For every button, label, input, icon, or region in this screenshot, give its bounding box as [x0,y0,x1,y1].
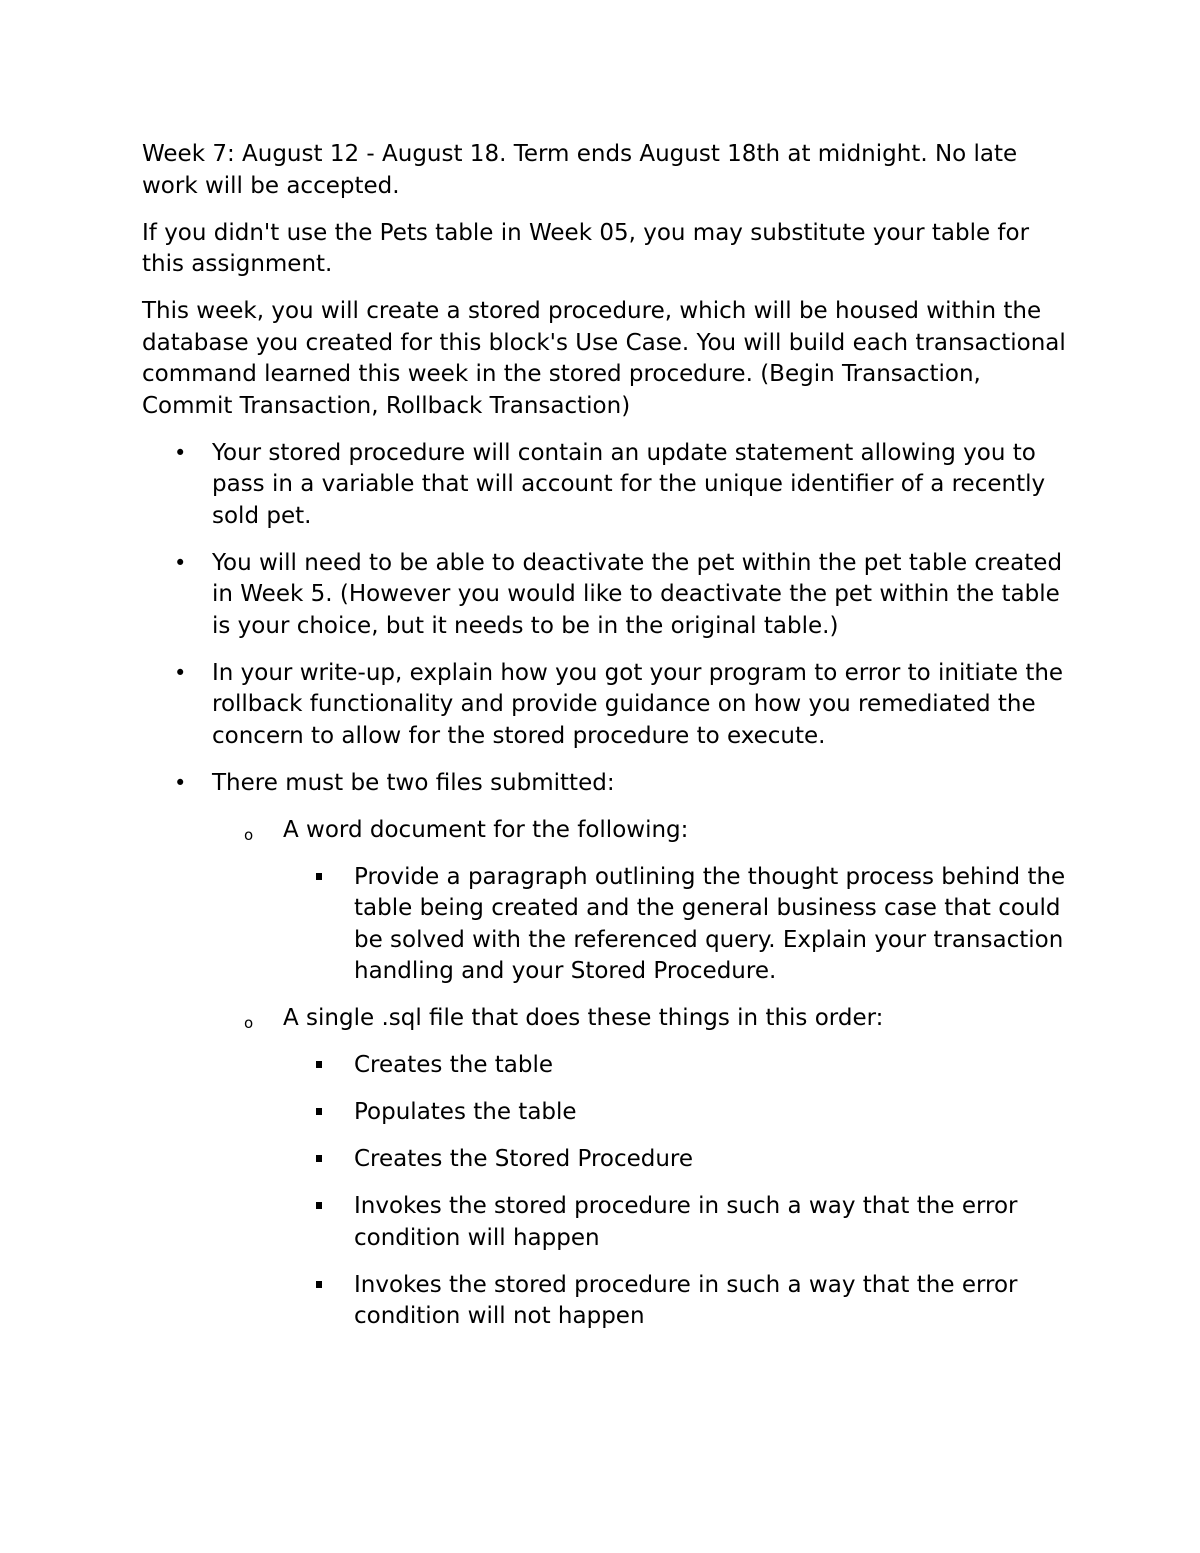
list-item-text: You will need to be able to deactivate the pet within the pet table created in Week 5. (However you would like to deactivate the pet within the table is your choice, but it needs to be in the original table.) [212,549,1063,639]
circle-bullet-icon: o [244,825,254,844]
list-item [142,768,1072,1333]
list-item-text: Your stored procedure will contain an update statement allowing you to pass in a variable that will account for the unique identifier of a recently sold pet. [212,439,1046,529]
list-item [283,1191,1072,1254]
square-bullet-icon [316,1281,322,1288]
square-bullet-icon [316,873,322,880]
list-item [142,548,1072,643]
list-item [283,1144,1072,1176]
list-item-text: Creates the Stored Procedure [354,1146,694,1172]
bullet-icon: • [174,660,187,685]
bullet-icon: • [174,550,187,575]
circle-bullet-icon: o [244,1014,254,1032]
list-item-text: Invokes the stored procedure in such a way that the error condition will happen [354,1193,1018,1251]
list-item-text: A word document for the following: [283,816,689,843]
bullet-icon: • [174,440,187,465]
bullet-icon: • [174,770,187,795]
substitution-paragraph: If you didn't use the Pets table in Week 05, you may substitute your table for this assignment. [142,219,1030,277]
list-item [283,1097,1072,1129]
list-item-text: In your write-up, explain how you got your program to error to initiate the rollback functionality and provide guidance on how you remediated the concern to allow for the stored procedure to execute. [212,659,1064,749]
list-item [142,658,1072,753]
list-item [283,1270,1072,1333]
list-item-text: Populates the table [354,1099,577,1125]
list-item [283,1050,1072,1082]
term-dates-paragraph: Week 7: August 12 - August 18. Term ends August 18th at midnight. No late work will be accepted. [142,141,1018,199]
assignment-intro-paragraph: This week, you will create a stored procedure, which will be housed within the database you created for this block's Use Case. You will build each transactional command learned this week in the stored procedure. (Begin Transaction, Commit Transaction, Rollback Transaction) [142,298,1066,419]
square-bullet-icon [316,1108,322,1115]
list-item-text: Invokes the stored procedure in such a way that the error condition will not happen [354,1271,1018,1329]
requirements-list [142,438,1072,1333]
list-item [142,438,1072,533]
word-document-list [283,862,1072,988]
square-bullet-icon [316,1202,322,1209]
list-item-text: There must be two files submitted: [212,769,615,796]
list-item-text: Creates the table [354,1052,554,1078]
square-bullet-icon [316,1155,322,1162]
list-item-sql-file [212,1003,1072,1333]
files-list [212,815,1072,1333]
square-bullet-icon [316,1061,322,1068]
list-item [283,862,1072,988]
sql-file-list [283,1050,1072,1333]
list-item-text: A single .sql file that does these things in this order: [283,1005,884,1031]
document-body [142,139,1072,1348]
list-item-text: Provide a paragraph outlining the thought process behind the table being created and the general business case that could be solved with the referenced query. Explain your transaction handling and your Stored Procedure. [354,863,1066,984]
list-item-word-document [212,815,1072,988]
